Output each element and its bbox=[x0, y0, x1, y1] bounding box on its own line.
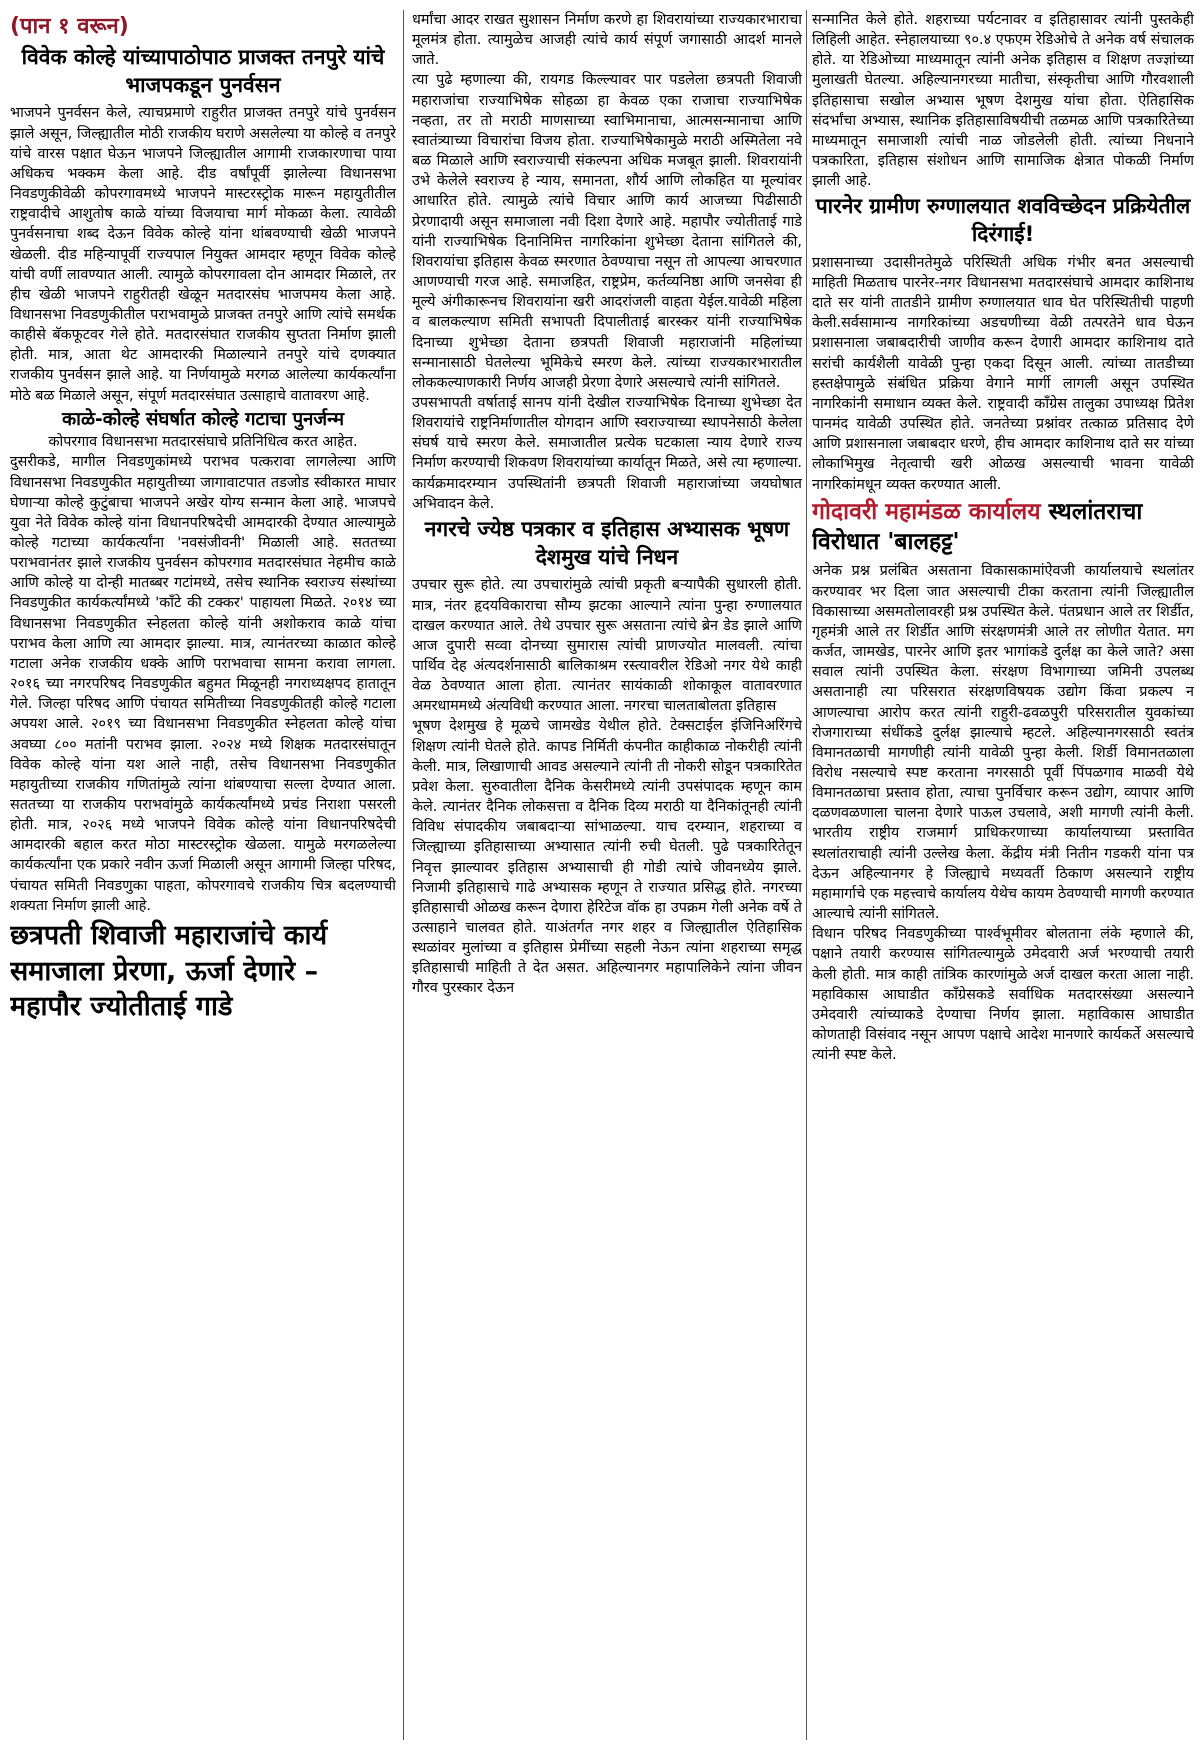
column-divider bbox=[403, 10, 404, 1740]
headline-parner-hospital: पारनेर ग्रामीण रुग्णालयात शवविच्छेदन प्रक्रियेतील दिरंगाई! bbox=[815, 194, 1191, 247]
headline-red-part: गोदावरी महामंडळ कार्यालय bbox=[812, 498, 1041, 525]
headline-bhushan-deshmukh: नगरचे ज्येष्ठ पत्रकार व इतिहास अभ्यासक भूषण देशमुख यांचे निधन bbox=[424, 516, 790, 569]
article-paragraph: अनेक प्रश्न प्रलंबित असताना विकासकामांऐवजी कार्यालयाचे स्थलांतर करण्यावर भर दिला जात असल्याची टीका करताना त्यांनी जिल्ह्यातील विकासाच्या असमतोलावरही प्रश्न उपस्थित केले. पंतप्रधान आले तर शिर्डीत, गृहमंत्री आले तर शिर्डीत आणि संरक्षणमंत्री आले तर लोणीत येतात. मग कर्जत, जामखेड, पारनेर आणि इतर भागांकडे दुर्लक्ष का केले जाते? असा सवाल त्यांनी उपस्थित केला. संरक्षण विभागाच्या जमिनी उपलब्ध असतानाही त्या परिसरात संरक्षणविषयक उद्योग किंवा प्रकल्प न आणल्याचा आरोप करत त्यांनी राहुरी-ढवळपुरी परिसरातील युवकांच्या रोजगाराच्या संधींकडे दुर्लक्ष झाल्याचे म्हटले. अहिल्यानगरसाठी स्वतंत्र विमानतळाची मागणीही त्यांनी यावेळी पुन्हा केली. शिर्डी विमानतळाला विरोध नसल्याचे स्पष्ट करताना नगरसाठी पूर्वी पिंपळगाव माळवी येथे विमानतळाचा प्रस्ताव होता, त्याचा पुनर्विचार करून उद्योग, व्यापार आणि दळणवळणाला चालना देणारे पाऊल उचलावे, अशी मागणी त्यांनी केली. भारतीय राष्ट्रीय राजमार्ग प्राधिकरणाच्या कार्यालयाच्या प्रस्तावित स्थलांतराचाही त्यांनी उल्लेख केला. केंद्रीय मंत्री नितीन गडकरी यांना पत्र देऊन अहिल्यानगर हे जिल्ह्याचे मध्यवर्ती ठिकाण असल्याने राष्ट्रीय महामार्गाचे एक महत्त्वाचे कार्यालय येथेच कायम ठेवण्याची मागणी करण्यात आल्याचे त्यांनी सांगितले. bbox=[812, 563, 1194, 923]
article-paragraph: भाजपने पुनर्वसन केले, त्याचप्रमाणे राहुरीत प्राजक्त तनपुरे यांचे पुनर्वसन झाले असून, जिल्ह्यातील मोठी राजकीय घराणे असलेल्या या कोल्हे व तनपुरे यांचे वारस पक्षात घेऊन भाजपने जिल्ह्यातील आगामी राजकारणाचा पाया अधिकच भक्कम केला आहे. दीड वर्षांपूर्वी झालेल्या विधानसभा निवडणुकीवेळी कोपरगावमध्ये भाजपने मास्टरस्ट्रोक मारून महायुतीतील राष्ट्रवादीचे आशुतोष काळे यांच्या विजयाचा मार्ग मोकळा केला. त्यावेळी पुनर्वसनाचा शब्द देऊन विवेक कोल्हे यांना थांबवण्याची खेळी भाजपने खेळली. दीड महिन्यापूर्वी राज्यपाल नियुक्त आमदार म्हणून विवेक कोल्हे यांची वर्णी लावण्यात आली. त्यामुळे कोपरगावला दोन आमदार मिळाले, तर हीच खेळी भाजपने राहुरीतही खेळून मतदारसंघ भाजपमय केला आहे. विधानसभा निवडणुकीतील पराभवामुळे प्राजक्त तनपुरे आणि त्यांचे समर्थक काहीसे बॅकफूटवर गेले होते. मतदारसंघात राजकीय सुप्तता निर्माण झाली होती. मात्र, आता थेट आमदारकी मिळाल्याने तनपुरे यांचे दणक्यात राजकीय पुनर्वसन झाले आहे. या निर्णयामुळे मरगळ आलेल्या कार्यकर्त्यांना मोठे बळ मिळाले असून, संपूर्ण मतदारसंघात उत्साहाचे वातावरण आहे. bbox=[10, 105, 396, 404]
column-divider bbox=[806, 10, 807, 1740]
headline-black-part: स्थलांतराचा विरोधात 'बालहट्ट' bbox=[812, 498, 1143, 556]
headline-godavari-office bbox=[812, 497, 1194, 558]
article-paragraph: सन्मानित केले होते. शहराच्या पर्यटनावर व इतिहासावर त्यांनी पुस्तकेही लिहिली आहेत. स्नेहालयाच्या ९०.४ एफएम रेडिओचे ते अनेक वर्ष संचालक होते. या रेडिओच्या माध्यमातून त्यांनी अनेक इतिहास व शिक्षण तज्ज्ञांच्या मुलाखती घेतल्या. अहिल्यानगरच्या मातीचा, संस्कृतीचा आणि गौरवशाली इतिहासाचा सखोल अभ्यास भूषण देशमुख यांचा होता. ऐतिहासिक संदर्भांचा अभ्यास, स्थानिक इतिहासाविषयीची तळमळ आणि पत्रकारितेच्या माध्यमातून समाजाशी त्यांची नाळ जोडलेली होती. त्यांच्या निधनाने पत्रकारिता, इतिहास संशोधन आणि सामाजिक क्षेत्रात पोकळी निर्माण झाली आहे. bbox=[812, 12, 1194, 190]
column-2 bbox=[412, 10, 802, 1740]
column-1 bbox=[10, 10, 396, 1740]
article-paragraph: धर्मांचा आदर राखत सुशासन निर्माण करणे हा शिवरायांच्या राज्यकारभाराचा मूलमंत्र होता. त्यामुळेच आजही त्यांचे कार्य संपूर्ण जगासाठी आदर्श मानले जाते. bbox=[412, 12, 802, 69]
continued-tag: (पान १ वरून) bbox=[10, 14, 129, 39]
article-paragraph: त्या पुढे म्हणाल्या की, रायगड किल्ल्यावर पार पडलेला छत्रपती शिवाजी महाराजांचा राज्याभिषेक सोहळा हा केवळ एका राजाचा राज्याभिषेक नव्हता, तर तो मराठी माणसाच्या स्वाभिमानाचा, आत्मसन्मानाचा आणि स्वातंत्र्याच्या विचारांचा विजय होता. राज्याभिषेकामुळे मराठी अस्मितेला नवे बळ मिळाले आणि स्वराज्याची संकल्पना अधिक मजबूत झाली. शिवरायांनी उभे केलेले स्वराज्य हे न्याय, समानता, शौर्य आणि लोकहित या मूल्यांवर आधारित होते. त्यामुळे त्यांचे विचार आणि कार्य आजच्या पिढीसाठी प्रेरणादायी असून समाजाला नवी दिशा देणारे आहे. महापौर ज्योतीताई गाडे यांनी राज्याभिषेक दिनानिमित्त नागरिकांना शुभेच्छा देताना सांगितले की, शिवरायांचा इतिहास केवळ स्मरणात ठेवण्याचा नसून तो आपल्या आचरणात आणण्याची गरज आहे. समाजहित, राष्ट्रप्रेम, कर्तव्यनिष्ठा आणि जनसेवा ही मूल्ये अंगीकारूनच शिवरायांना खरी आदरांजली वाहता येईल.यावेळी महिला व बालकल्याण समिती सभापती दिपालीताई बारस्कर यांनी राज्याभिषेक दिनाच्या शुभेच्छा देताना छत्रपती शिवाजी महाराजांनी महिलांच्या सन्मानासाठी घेतलेल्या भूमिकेचे स्मरण केले. त्यांच्या राज्यकारभारातील लोककल्याणकारी निर्णय आजही प्रेरणा देणारे असल्याचे त्यांनी सांगितले. bbox=[412, 72, 802, 391]
article-paragraph: उपसभापती वर्षाताई सानप यांनी देखील राज्याभिषेक दिनाच्या शुभेच्छा देत शिवरायांचे राष्ट्रनिर्माणातील योगदान आणि स्वराज्याच्या स्थापनेसाठी केलेला संघर्ष याचे स्मरण केले. समाजातील प्रत्येक घटकाला न्याय देणारे राज्य निर्माण करण्याची शिकवण शिवरायांच्या कार्यातून मिळते, असे त्या म्हणाल्या. कार्यक्रमादरम्यान उपस्थितांनी छत्रपती शिवाजी महाराजांच्या जयघोषात अभिवादन केले. bbox=[412, 394, 802, 512]
article-paragraph: प्रशासनाच्या उदासीनतेमुळे परिस्थिती अधिक गंभीर बनत असल्याची माहिती मिळताच पारनेर-नगर विधानसभा मतदारसंघाचे आमदार काशिनाथ दाते सर यांनी तातडीने ग्रामीण रुग्णालयात धाव घेत परिस्थितीची पाहणी केली.सर्वसामान्य नागरिकांच्या अडचणीच्या वेळी तत्परतेने धाव घेऊन प्रशासनाला जबाबदारीची जाणीव करून देणारी आमदार काशिनाथ दाते सरांची कार्यशैली यावेळी पुन्हा एकदा दिसून आली. त्यांच्या तातडीच्या हस्तक्षेपामुळे संबंधित प्रक्रिया वेगाने मार्गी लागली असून उपस्थित नागरिकांनी समाधान व्यक्त केले. राष्ट्रवादी काँग्रेस तालुका उपाध्यक्ष प्रितेश पानमंद यावेळी उपस्थित होते. जनतेच्या प्रश्नांवर तत्काळ प्रतिसाद देणे आणि प्रशासनाला जबाबदार धरणे, हीच आमदार काशिनाथ दाते सर यांच्या लोकाभिमुख नेतृत्वाची खरी ओळख असल्याची भावना यावेळी नागरिकांमधून व्यक्त करण्यात आली. bbox=[812, 254, 1194, 493]
headline-kolhe-tanpure: विवेक कोल्हे यांच्यापाठोपाठ प्राजक्त तनपुरे यांचे भाजपकडून पुनर्वसन bbox=[21, 45, 385, 97]
subheadline-kale-kolhe: काळे-कोल्हे संघर्षात कोल्हे गटाचा पुनर्जन्म bbox=[61, 408, 345, 430]
article-paragraph: दुसरीकडे, मागील निवडणुकांमध्ये पराभव पत्करावा लागलेल्या आणि विधानसभा निवडणुकीत महायुतीच्या जागावाटपात तडजोड स्वीकारत माघार घेणाऱ्या कोल्हे कुटुंबाचा भाजपने अखेर योग्य सन्मान केला आहे. भाजपचे युवा नेते विवेक कोल्हे यांना विधानपरिषदेची आमदारकी देण्यात आल्यामुळे कोल्हे गटाच्या कार्यकर्त्यांना 'नवसंजीवनी' मिळाली आहे. सततच्या पराभवानंतर झाले राजकीय पुनर्वसन कोपरगाव मतदारसंघात नेहमीच काळे आणि कोल्हे या दोन्ही मातब्बर गटांमध्ये, तसेच स्थानिक स्वराज्य संस्थांच्या निवडणुकीत कार्यकर्त्यांमध्ये 'काँटे की टक्कर' पाहायला मिळते. २०१४ च्या विधानसभा निवडणुकीत स्नेहलता कोल्हे यांनी अशोकराव काळे यांचा पराभव केला आणि त्या आमदार झाल्या. मात्र, त्यानंतरच्या काळात कोल्हे गटाला अनेक राजकीय धक्के आणि पराभवाचा सामना करावा लागला. २०१६ च्या नगरपरिषद निवडणुकीत बहुमत मिळूनही नगराध्यक्षपद हातातून गेले. जिल्हा परिषद आणि पंचायत समितीच्या निवडणुकीतही कोल्हे गटाला अपयश आले. २०१९ च्या विधानसभा निवडणुकीत स्नेहलता कोल्हे यांचा अवघ्या ८०० मतांनी पराभव झाला. २०२४ मध्ये शिक्षक मतदारसंघातून विवेक कोल्हे यांना यश आले नाही, तसेच विधानसभा निवडणुकीत महायुतीच्या राजकीय गणितांमुळे त्यांना थांबण्याचा सल्ला देण्यात आला. सततच्या या राजकीय पराभवांमुळे कार्यकर्त्यांमध्ये प्रचंड निराशा पसरली होती. मात्र, २०२६ मध्ये भाजपने विवेक कोल्हे यांना विधानपरिषदेची आमदारकी बहाल करत मोठा मास्टरस्ट्रोक खेळला. यामुळे मरगळलेल्या कार्यकर्त्यांना एक प्रकारे नवीन ऊर्जा मिळाली असून आगामी जिल्हा परिषद, पंचायत समिती निवडणुका पाहता, कोपरगावचे राजकीय चित्र बदलण्याची शक्यता निर्माण झाली आहे. bbox=[10, 454, 396, 914]
article-paragraph: कोपरगाव विधानसभा मतदारसंघाचे प्रतिनिधित्व करत आहेत. bbox=[48, 434, 358, 451]
article-paragraph: उपचार सुरू होते. त्या उपचारांमुळे त्यांची प्रकृती बऱ्यापैकी सुधारली होती. मात्र, नंतर हृदयविकाराचा सौम्य झटका आल्याने त्यांना पुन्हा रुग्णालयात दाखल करण्यात आले. तेथे उपचार सुरू असताना त्यांचे ब्रेन डेड झाले आणि आज दुपारी सव्वा दोनच्या सुमारास त्यांची प्राणज्योत मालवली. त्यांचा पार्थिव देह अंत्यदर्शनासाठी बालिकाश्रम रस्त्यावरील रेडिओ नगर येथे काही वेळ ठेवण्यात आला होता. त्यानंतर सायंकाळी शोकाकूल वातावरणात अमरधाममध्ये अंत्यविधी करण्यात आला. नगरचा चालताबोलता इतिहास bbox=[412, 577, 802, 715]
headline-shivaji-maharaj: छत्रपती शिवाजी महाराजांचे कार्य समाजाला प्रेरणा, ऊर्जा देणारे – महापौर ज्योतीताई गाडे bbox=[10, 919, 328, 1023]
article-paragraph: विधान परिषद निवडणुकीच्या पार्श्वभूमीवर बोलताना लंके म्हणाले की, पक्षाने तयारी करण्यास सांगितल्यामुळे उमेदवारी अर्ज भरण्याची तयारी केली होती. मात्र काही तांत्रिक कारणांमुळे अर्ज दाखल करता आला नाही. महाविकास आघाडीत काँग्रेसकडे सर्वाधिक मतदारसंख्या असल्याने उमेदवारी त्यांच्याकडे देण्याचा निर्णय झाला. महाविकास आघाडीत कोणताही विसंवाद नसून आपण पक्षाचे आदेश मानणारे कार्यकर्ते असल्याचे त्यांनी स्पष्ट केले. bbox=[812, 926, 1194, 1064]
column-3 bbox=[812, 10, 1194, 1740]
article-paragraph: भूषण देशमुख हे मूळचे जामखेड येथील होते. टेक्सटाईल इंजिनिअरिंगचे शिक्षण त्यांनी घेतले होते. कापड निर्मिती कंपनीत काहीकाळ नोकरीही त्यांनी केली. मात्र, लिखाणाची आवड असल्याने त्यांनी ती नोकरी सोडून पत्रकारितेत प्रवेश केला. सुरुवातीला दैनिक केसरीमध्ये त्यांनी उपसंपादक म्हणून काम केले. त्यानंतर दैनिक लोकसत्ता व दैनिक दिव्य मराठी या दैनिकांतूनही त्यांनी विविध संपादकीय जबाबदाऱ्या सांभाळल्या. याच दरम्यान, शहराच्या व जिल्ह्याच्या इतिहासाच्या अभ्यासात त्यांनी रुची घेतली. पुढे पत्रकारितेतून निवृत्त झाल्यावर इतिहास अभ्यासाची ही गोडी त्यांचे जीवनध्येय झाले. निजामी इतिहासाचे गाढे अभ्यासक म्हणून ते राज्यात प्रसिद्ध होते. नगरच्या इतिहासाची ओळख करून देणारा हेरिटेज वॉक हा उपक्रम गेली अनेक वर्षे ते उत्साहाने चालवत होते. याअंतर्गत नगर शहर व जिल्ह्यातील ऐतिहासिक स्थळांवर मुलांच्या व इतिहास प्रेमींच्या सहली नेऊन त्यांना शहराच्या समृद्ध इतिहासाची माहिती ते देत असत. अहिल्यानगर महापालिकेने त्यांना जीवन गौरव पुरस्कार देऊन bbox=[412, 718, 802, 997]
